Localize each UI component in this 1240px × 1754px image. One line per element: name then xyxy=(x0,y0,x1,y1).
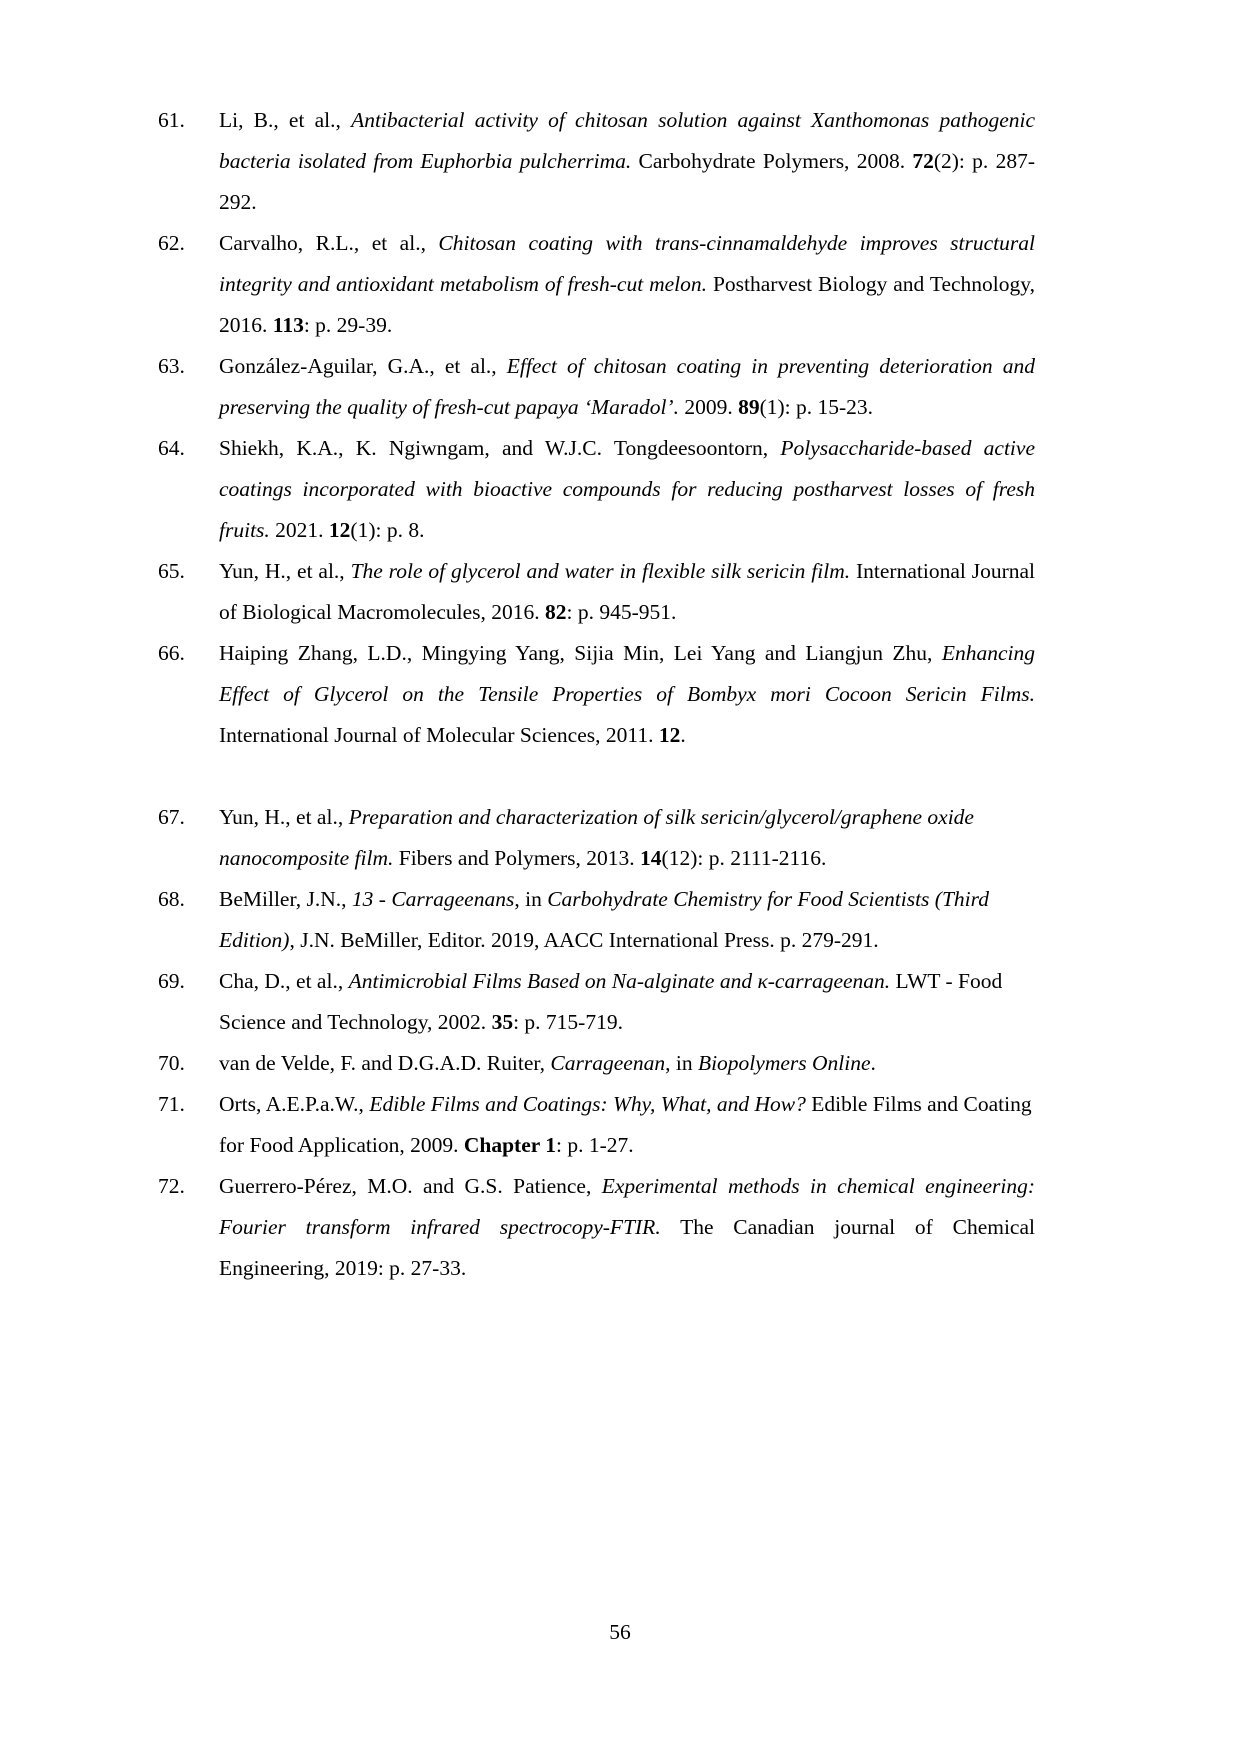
reference-text: Cha, D., et al., Antimicrobial Films Based on Na-alginate and κ-carrageenan. LWT - Food Science and Technology, 2002. 35: p. 715-719. xyxy=(219,969,1003,1034)
reference-number: 61. xyxy=(158,108,185,132)
reference-entry xyxy=(155,100,1035,223)
reference-number: 69. xyxy=(158,969,185,993)
reference-entry xyxy=(155,1166,1035,1289)
reference-number: 70. xyxy=(158,1051,185,1075)
reference-entry xyxy=(155,879,1035,961)
reference-entry xyxy=(155,223,1035,346)
reference-number: 63. xyxy=(158,354,185,378)
reference-number: 62. xyxy=(158,231,185,255)
reference-number: 68. xyxy=(158,887,185,911)
reference-entry xyxy=(155,633,1035,756)
reference-entry xyxy=(155,1043,1035,1084)
reference-number: 71. xyxy=(158,1092,185,1116)
reference-number: 72. xyxy=(158,1174,185,1198)
reference-number: 64. xyxy=(158,436,185,460)
reference-entry xyxy=(155,346,1035,428)
reference-text: van de Velde, F. and D.G.A.D. Ruiter, Carrageenan, in Biopolymers Online. xyxy=(219,1051,876,1075)
page-number: 56 xyxy=(609,1620,631,1644)
reference-number: 67. xyxy=(158,805,185,829)
reference-list xyxy=(155,100,1035,1289)
reference-entry xyxy=(155,551,1035,633)
reference-text: Haiping Zhang, L.D., Mingying Yang, Sijia Min, Lei Yang and Liangjun Zhu, Enhancing Effect of Glycerol on the Tensile Properties of Bombyx mori Cocoon Sericin Films. International Journal of Molecular Sciences, 2011. 12. xyxy=(219,641,1035,747)
reference-text: González-Aguilar, G.A., et al., Effect of chitosan coating in preventing deterioration and preserving the quality of fresh-cut papaya ‘Maradol’. 2009. 89(1): p. 15-23. xyxy=(219,354,1035,419)
reference-entry xyxy=(155,1084,1035,1166)
reference-text: Yun, H., et al., Preparation and characterization of silk sericin/glycerol/graphene oxide nanocomposite film. Fibers and Polymers, 2013. 14(12): p. 2111-2116. xyxy=(219,805,974,870)
reference-entry xyxy=(155,961,1035,1043)
reference-text: Carvalho, R.L., et al., Chitosan coating with trans-cinnamaldehyde improves structural integrity and antioxidant metabolism of fresh-cut melon. Postharvest Biology and Technology, 2016. 113: p. 29-39. xyxy=(219,231,1036,337)
reference-text: BeMiller, J.N., 13 - Carrageenans, in Carbohydrate Chemistry for Food Scientists (Third Edition), J.N. BeMiller, Editor. 2019, AACC International Press. p. 279-291. xyxy=(219,887,989,952)
reference-text: Orts, A.E.P.a.W., Edible Films and Coatings: Why, What, and How? Edible Films and Coating for Food Application, 2009. Chapter 1: p. 1-27. xyxy=(219,1092,1032,1157)
reference-number: 65. xyxy=(158,559,185,583)
reference-text: Shiekh, K.A., K. Ngiwngam, and W.J.C. Tongdeesoontorn, Polysaccharide-based active coatings incorporated with bioactive compounds for reducing postharvest losses of fresh fruits. 2021. 12(1): p. 8. xyxy=(219,436,1035,542)
reference-entry xyxy=(155,428,1035,551)
reference-text: Li, B., et al., Antibacterial activity of chitosan solution against Xanthomonas pathogenic bacteria isolated from Euphorbia pulcherrima. Carbohydrate Polymers, 2008. 72(2): p. 287-292. xyxy=(219,108,1036,214)
reference-entry xyxy=(155,797,1035,879)
reference-text: Guerrero-Pérez, M.O. and G.S. Patience, Experimental methods in chemical engineering: Fourier transform infrared spectrocopy-FTIR. The Canadian journal of Chemical Engineering, 2019: p. 27-33. xyxy=(219,1174,1035,1280)
reference-text: Yun, H., et al., The role of glycerol and water in flexible silk sericin film. International Journal of Biological Macromolecules, 2016. 82: p. 945-951. xyxy=(219,559,1035,624)
reference-number: 66. xyxy=(158,641,185,665)
